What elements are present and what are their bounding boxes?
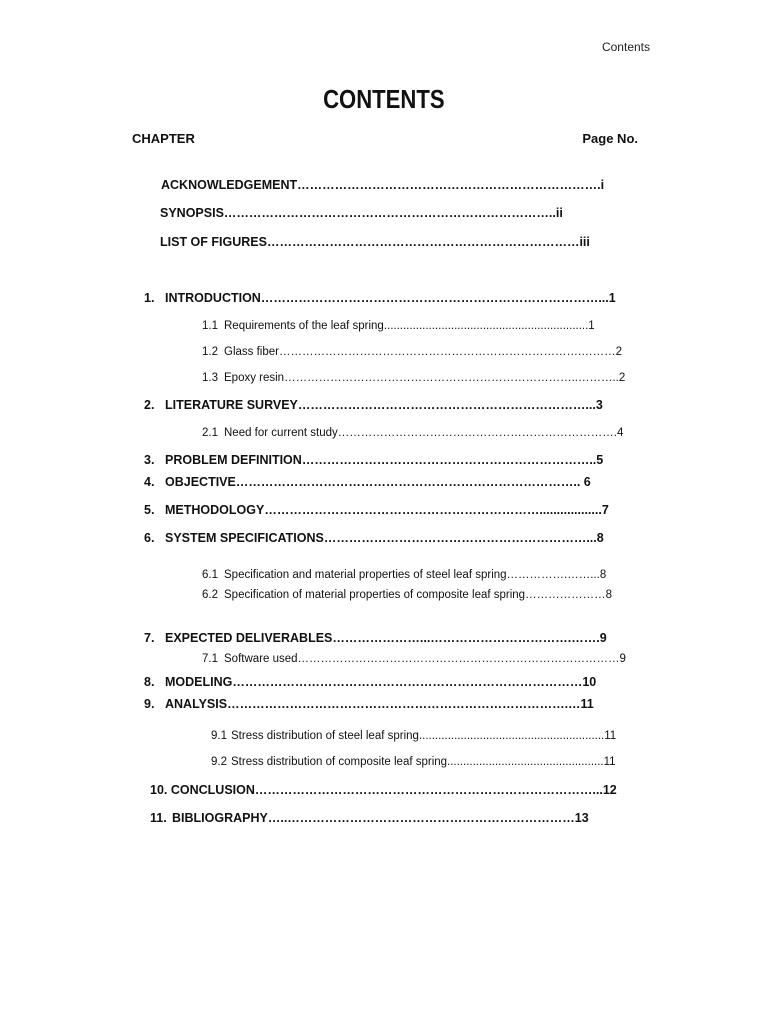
- toc-entry-bibliography: [150, 810, 632, 826]
- toc-entry-number: 9.: [144, 697, 155, 711]
- toc-leader-dots: …………………………………………………………………: [266, 235, 580, 249]
- toc-entry-number: 1.: [144, 291, 155, 305]
- toc-entry-need-for-study: [202, 425, 630, 441]
- toc-entry-label: INTRODUCTION: [165, 291, 261, 305]
- toc-entry-requirements: [202, 318, 604, 334]
- toc-leader-dots: ………………………………………………………………………...: [254, 783, 603, 797]
- toc-entry-label: MODELING: [165, 675, 233, 689]
- toc-leader-dots: ………………………………………………………...: [323, 531, 597, 545]
- page-number-column-heading: Page No.: [582, 131, 638, 146]
- toc-entry-page: 6: [583, 475, 591, 489]
- toc-entry-analysis: [144, 696, 630, 712]
- toc-entry-composite-spec: [202, 587, 628, 603]
- toc-entry-number: 7.: [144, 631, 155, 645]
- toc-entry-page: 11: [603, 756, 616, 768]
- toc-entry-page: 9: [619, 653, 626, 665]
- toc-entry-page: 12: [602, 783, 617, 797]
- page-title: CONTENTS: [323, 84, 445, 114]
- toc-entry-label: ANALYSIS: [165, 697, 228, 711]
- toc-entry-label: BIBLIOGRAPHY: [172, 811, 268, 825]
- toc-entry-label: PROBLEM DEFINITION: [165, 453, 302, 467]
- toc-leader-dots: ………………………………………………………………………..: [235, 475, 584, 489]
- toc-entry-label: Specification and material properties of steel leaf spring: [224, 569, 507, 581]
- toc-leader-dots: ……………………………………………………………...: [297, 398, 596, 412]
- toc-leader-dots: …………………………………………………………………………: [297, 653, 620, 665]
- toc-leader-dots: …..……………………………………………………………: [267, 811, 575, 825]
- toc-entry-label: ACKNOWLEDGEMENT: [161, 178, 298, 192]
- toc-entry-page: 7: [601, 503, 609, 517]
- toc-entry-label: Requirements of the leaf spring: [224, 320, 384, 332]
- toc-entry-page: 2: [618, 372, 626, 384]
- toc-entry-number: 4.: [144, 475, 155, 489]
- toc-leader-dots: ……………………………………………………………..: [301, 453, 597, 467]
- toc-entry-label: LITERATURE SURVEY: [165, 398, 298, 412]
- toc-entry-page: i: [600, 178, 605, 192]
- toc-entry-label: Need for current study: [224, 427, 338, 439]
- toc-entry-page: iii: [579, 235, 590, 249]
- toc-entry-literature-survey: [144, 397, 624, 413]
- toc-leader-dots: ……………………………………………………………………….…: [227, 697, 581, 711]
- toc-leader-dots: ..........................................................: [418, 730, 605, 742]
- toc-entry-software-used: [202, 651, 630, 667]
- toc-entry-label: SYSTEM SPECIFICATIONS: [165, 531, 324, 545]
- toc-entry-steel-stress: [211, 728, 629, 744]
- toc-entry-composite-stress: [211, 754, 629, 770]
- toc-entry-number: 9.1: [211, 730, 227, 742]
- toc-entry-list-of-figures: [160, 234, 622, 250]
- toc-entry-label: Epoxy resin: [224, 372, 285, 384]
- toc-leader-dots: …………………………………………………………………..………..: [284, 372, 619, 384]
- toc-entry-label: METHODOLOGY: [165, 503, 265, 517]
- toc-entry-label: Glass fiber: [224, 346, 279, 358]
- running-header: Contents: [601, 40, 650, 54]
- toc-entry-label: Software used: [224, 653, 298, 665]
- toc-entry-problem-definition: [144, 452, 622, 468]
- chapter-column-heading: CHAPTER: [132, 131, 195, 146]
- toc-entry-number: 1.3: [202, 372, 218, 384]
- toc-entry-introduction: [144, 290, 624, 306]
- toc-entry-modeling: [144, 674, 628, 690]
- toc-entry-number: 9.2: [211, 756, 227, 768]
- toc-entry-page: 8: [599, 569, 607, 581]
- toc-entry-methodology: [144, 502, 624, 518]
- toc-entry-page: 3: [595, 398, 603, 412]
- toc-entry-number: 1.1: [202, 320, 218, 332]
- toc-leader-dots: …………….……...: [506, 569, 600, 581]
- toc-entry-number: 10: [150, 783, 164, 797]
- toc-entry-label: . CONCLUSION: [163, 783, 255, 797]
- toc-leader-dots: ……………………………………………………………….: [337, 427, 617, 439]
- toc-entry-label: Stress distribution of steel leaf spring: [231, 730, 419, 742]
- toc-entry-number: 11.: [150, 811, 167, 825]
- toc-entry-page: 4: [616, 427, 624, 439]
- toc-entry-page: 1: [588, 320, 595, 332]
- toc-entry-label: EXPECTED DELIVERABLES: [165, 631, 333, 645]
- toc-entry-page: 5: [596, 453, 604, 467]
- toc-entry-glass-fiber: [202, 344, 628, 360]
- toc-entry-label: Specification of material properties of composite leaf spring: [224, 589, 526, 601]
- toc-entry-number: 3.: [144, 453, 155, 467]
- toc-entry-number: 2.: [144, 398, 155, 412]
- toc-entry-epoxy-resin: [202, 370, 628, 386]
- toc-entry-expected-deliverables: [144, 630, 626, 646]
- toc-entry-acknowledgement: [161, 177, 619, 193]
- toc-entry-number: 5.: [144, 503, 155, 517]
- toc-entry-number: 7.1: [202, 653, 218, 665]
- toc-entry-label: SYNOPSIS: [160, 206, 224, 220]
- toc-entry-steel-spec: [202, 567, 630, 583]
- toc-entry-number: 1.2: [202, 346, 218, 358]
- toc-entry-page: 13: [574, 811, 589, 825]
- toc-leader-dots: .................................................: [447, 756, 604, 768]
- toc-leader-dots: …………………: [525, 589, 606, 601]
- toc-entry-page: 1: [608, 291, 616, 305]
- toc-leader-dots: ………………………………………………………………………...: [260, 291, 609, 305]
- toc-entry-page: ii: [555, 206, 563, 220]
- toc-entry-number: 6.: [144, 531, 155, 545]
- toc-entry-page: 2: [615, 346, 623, 358]
- toc-entry-conclusion: [150, 782, 630, 798]
- toc-leader-dots: …………………...…………………………….…….: [332, 631, 600, 645]
- toc-entry-number: 8.: [144, 675, 155, 689]
- toc-entry-number: 6.2: [202, 589, 218, 601]
- toc-entry-page: 11: [604, 730, 617, 742]
- toc-leader-dots: ................................................................: [383, 320, 589, 332]
- toc-entry-page: 8: [596, 531, 604, 545]
- toc-leader-dots: ……………………………………………………………….: [297, 178, 601, 192]
- toc-entry-page: 11: [580, 697, 594, 711]
- toc-leader-dots: …………………………………………………………………………: [232, 675, 583, 689]
- toc-entry-page: 9: [599, 631, 607, 645]
- toc-leader-dots: ……………………………………………………………………..: [223, 206, 556, 220]
- toc-entry-label: LIST OF FIGURES: [160, 235, 267, 249]
- toc-entry-synopsis: [160, 205, 620, 221]
- toc-entry-page: 10: [582, 675, 597, 689]
- toc-entry-number: 6.1: [202, 569, 218, 581]
- toc-entry-page: 8: [605, 589, 612, 601]
- toc-entry-objective: [144, 474, 622, 490]
- toc-entry-label: OBJECTIVE: [165, 475, 236, 489]
- toc-entry-number: 2.1: [202, 427, 218, 439]
- toc-entry-label: Stress distribution of composite leaf spring: [231, 756, 448, 768]
- toc-leader-dots: …………………………………………………………………….………: [278, 346, 616, 358]
- toc-leader-dots: …………………………………………………………..................: [264, 503, 602, 517]
- toc-entry-system-specifications: [144, 530, 624, 546]
